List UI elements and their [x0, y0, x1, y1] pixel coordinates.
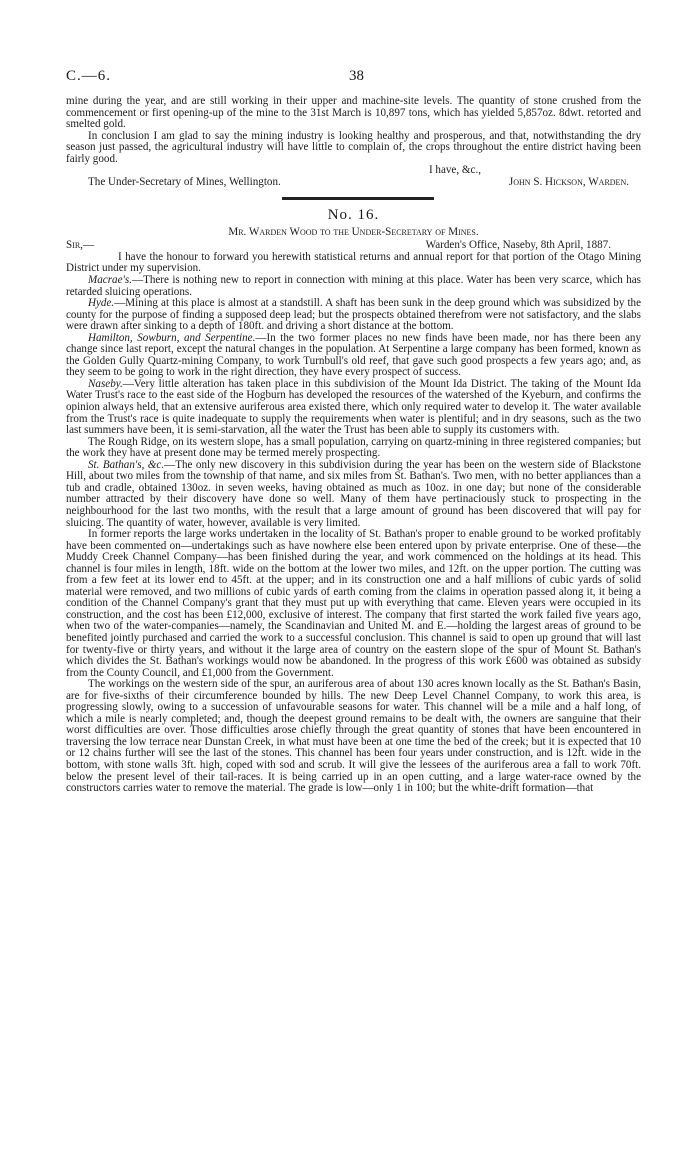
paragraph-text: —The only new discovery in this subdivision during the year has been on the western side of Blackstone Hill, about two miles from the township of that name, and six miles from St. Bathan's. Two men, with no better appliances than a tub and cradle, obtained 130oz. in seven weeks, having obtained as much as 10oz. in one day; but none of the considerable number attracted by their discovery have done so well. Many of them have pertinaciously stuck to prospecting in the neighbourhood for the last two months, with the result that a large amount of ground has been discovered that will pay for sluicing. The quantity of water, however, available is very limited. — [66, 458, 641, 529]
paragraph-text: The workings on the western side of the spur, an auriferous area of about 130 acres known locally as the St. Bathan's Basin, are for five-sixths of their circumference bounded by hills. The new Deep Level Channel Company, to work this area, is progressing slowly, owing to a succession of unfavourable seasons for water. This channel will be a mile and a half long, of which a mile is nearly completed; and, though the deepest ground remains to be dealt with, the owners are sanguine that their worst difficulties are over. Those difficulties arose chiefly through the great quantity of stones that have been encountered in traversing the low terrace near Dunstan Creek, in what must have been at one time the bed of the creek; but it is expected that 10 or 12 chains further will see the last of the stones. This channel has been four years under construction, and is 12ft. wide in the bottom, with stone walls 3ft. high, coped with sod and scrub. It will give the lessees of the auriferous area a fall to work 70ft. below the present level of their tail-races. It is being carried up in an open cutting, and a large water-race owned by the constructors carries water to remove the material. The grade is low—only 1 in 100; but the white-drift formation—that — [66, 678, 641, 795]
paragraph-hyde — [66, 298, 641, 333]
paragraph-lead: St. Bathan's, &c. — [88, 458, 165, 471]
body-text — [66, 96, 641, 795]
paragraph-hamilton — [66, 333, 641, 379]
paragraph-rough-ridge — [66, 437, 641, 460]
paragraph-lead: Hamilton, Sowburn, and Serpentine. — [88, 331, 256, 344]
paragraph-former-reports — [66, 529, 641, 679]
addressee-line — [66, 177, 641, 189]
dateline: Warden's Office, Naseby, 8th April, 1887. — [425, 239, 611, 252]
paragraph-text: —In the two former places no new finds have been made, nor has there been any change since last report, except the natural changes in the population. At Serpentine a large company has been formed, known as the Golden Gully Quartz-mining Company, to work Turnbull's old reef, that gave such good prospects a few years ago; and, as they seem to be going to work in the right direction, they have every prospect of success. — [66, 331, 641, 379]
paragraph-naseby — [66, 379, 641, 437]
paragraph-st-bathans — [66, 460, 641, 529]
letter-number: No. 16. — [327, 207, 380, 224]
page-number: 38 — [349, 68, 364, 84]
addressee: The Under-Secretary of Mines, Wellington. — [88, 175, 281, 188]
paragraph-text: The Rough Ridge, on its western slope, has a small population, carrying on quartz-mining in three registered companies; but the work they have at present done may be termed merely prospecting. — [66, 435, 641, 460]
page-header — [66, 68, 641, 88]
intro-paragraph-2: In conclusion I am glad to say the mining industry is looking healthy and prosperous, and that, notwithstanding the dry season just passed, the agricultural industry will have little to complain of, the crops throughout the entire district having been fairly good. — [66, 129, 641, 165]
paragraph-lead: Hyde. — [88, 297, 115, 310]
salutation-line — [66, 240, 641, 252]
paragraph-opening — [66, 252, 641, 275]
paragraph-text: In former reports the large works undertaken in the locality of St. Bathan's proper to enable ground to be worked profitably have been commented on—undertakings such as have nowhere else been entered upon by private enterprise. One of these—the Muddy Creek Channel Company—has been finished during the year, and work commenced on the holdings at its head. This channel is four miles in length, 18ft. wide on the bottom at the lower two miles, and 12ft. on the upper portion. The cutting was from a few feet at its lower end to 45ft. at the upper; and in its construction one and a half millions of cubic yards of solid material were removed, and two millions of cubic yards of earth coming from the claims in operation passed along it, it being a condition of the Channel Company's grant that they must put up with everything that came. Eleven years were occupied in its construction, and the cost has been £12,000, exclusive of interest. The company that first started the work failed five years ago, when two of the water-companies—namely, the Scandinavian and United M. and E.—holding the largest areas of ground to be benefited jointly purchased and carried the work to a successful conclusion. This channel is said to open up ground that will last for twenty-five or thirty years, and without it the large area of country on the eastern slope of the spur of Mount St. Bathan's which divides the St. Bathan's workings would now be abandoned. In the progress of this work £600 was obtained as subsidy from the County Council, and £1,000 from the Government. — [66, 528, 641, 679]
document-code: C.—6. — [66, 68, 112, 84]
paragraph-text: —Mining at this place is almost at a standstill. A shaft has been sunk in the deep ground which was subsidized by the county for the purpose of finding a supposed deep lead; but the prospects obtained therefrom were not satisfactory, and the slabs were drawn after sinking to a depth of 180ft. and driving a short distance at the bottom. — [66, 297, 641, 333]
paragraph-text: —Very little alteration has taken place in this subdivision of the Mount Ida District. The taking of the Mount Ida Water Trust's race to the east side of the Hogburn has developed the resources of the watershed of the Kyeburn, and confirms the opinion always held, that an extensive auriferous area existed there, which only required water to develop it. The water available from the Trust's race is quite inadequate to supply the requirements when water is plentiful; and in dry seasons, such as the two last summers have been, it is semi-starvation, all the water the Trust has been able to supply its customers with. — [66, 377, 641, 437]
section-divider — [282, 197, 434, 200]
paragraph-text: —There is nothing new to report in connection with mining at this place. Water has been very scarce, which has retarded sluicing operations. — [66, 274, 641, 298]
intro-paragraph-1: mine during the year, and are still working in their upper and machine-site levels. The quantity of stone crushed from the commencement or first opening-up of the mine to the 31st March is 10,897 tons, which has yielded 5,857oz. 8dwt. retorted and smelted gold. — [66, 95, 641, 131]
paragraph-lead: Naseby. — [88, 377, 123, 390]
paragraph-lead: Macrae's. — [88, 274, 132, 287]
paragraph-macraes — [66, 275, 641, 298]
letter-subtitle: Mr. Warden Wood to the Under-Secretary of Mines. — [228, 226, 479, 239]
paragraph-western-spur — [66, 679, 641, 794]
salutation: Sir,— — [66, 239, 95, 252]
sign-off: I have, &c., — [428, 164, 481, 177]
signature: John S. Hickson, Warden. — [508, 175, 629, 188]
paragraph-text: I have the honour to forward you herewith statistical returns and annual report for that portion of the Otago Mining District under my supervision. — [66, 250, 641, 275]
